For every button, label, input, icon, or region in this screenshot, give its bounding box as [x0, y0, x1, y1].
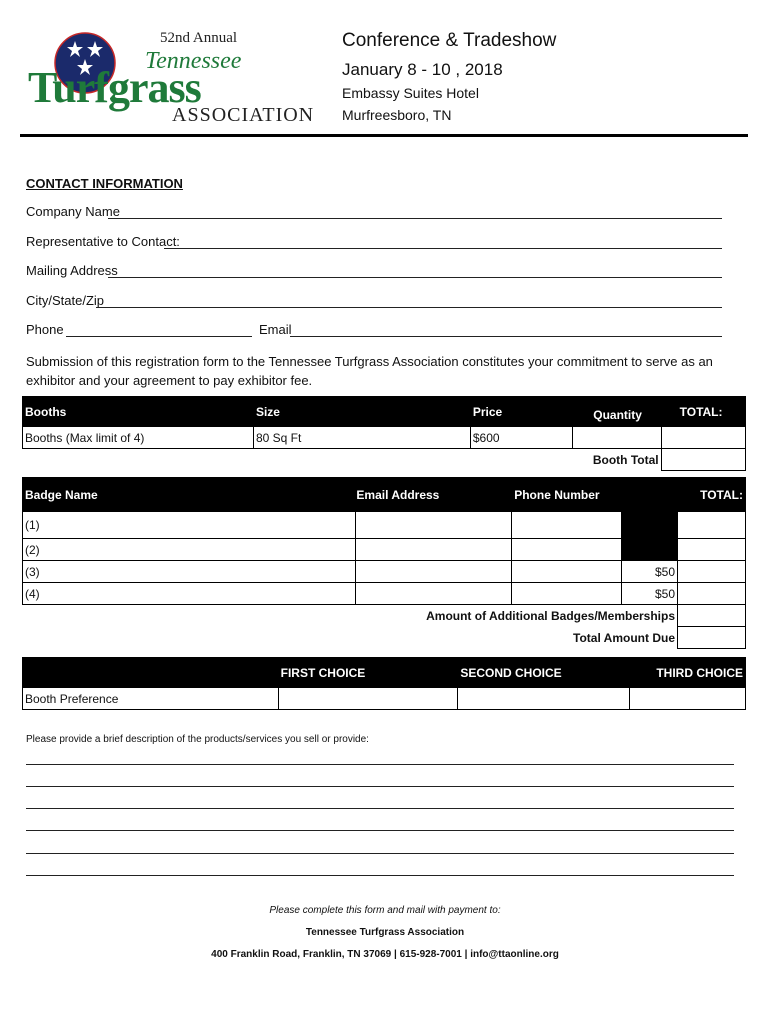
- logo-turfgrass: Turfgrass: [28, 63, 201, 112]
- price-header: Price: [470, 397, 572, 427]
- description-line[interactable]: [26, 875, 734, 876]
- badge-total-2[interactable]: [678, 539, 746, 561]
- booth-total-label: Booth Total: [23, 449, 662, 471]
- badge-email-1[interactable]: [356, 512, 512, 539]
- submission-text: Submission of this registration form to the Tennessee Turfgrass Association constitutes your commitment to serve as an exhibitor and your agreement to pay exhibitor fee.: [26, 354, 713, 388]
- representative-label: Representative to Contact:: [26, 234, 180, 249]
- preference-table: [22, 657, 746, 710]
- badge-total-1[interactable]: [678, 512, 746, 539]
- booth-total-input[interactable]: [661, 427, 745, 449]
- badge-total-3[interactable]: [678, 561, 746, 583]
- second-choice-header: SECOND CHOICE: [458, 658, 630, 688]
- booth-item: Booths (Max limit of 4): [23, 427, 254, 449]
- mailing-field[interactable]: [108, 277, 722, 278]
- logo-tennessee: Tennessee: [145, 48, 242, 74]
- badge-email-2[interactable]: [356, 539, 512, 561]
- description-line[interactable]: [26, 786, 734, 787]
- booth-size: 80 Sq Ft: [253, 427, 470, 449]
- phone-label: Phone: [26, 322, 64, 337]
- booth-quantity-input[interactable]: [573, 427, 661, 449]
- badge-phone-1[interactable]: [512, 512, 622, 539]
- email-field[interactable]: [290, 336, 722, 337]
- third-choice-header: THIRD CHOICE: [630, 658, 746, 688]
- event-dates: January 8 - 10 , 2018: [342, 60, 503, 79]
- footer-address: 400 Franklin Road, Franklin, TN 37069 | 615-928-7001 | info@ttaonline.org: [211, 949, 559, 960]
- description-line[interactable]: [26, 808, 734, 809]
- description-line[interactable]: [26, 853, 734, 854]
- badge-price-4: $50: [622, 583, 678, 605]
- badge-row-4[interactable]: (4): [23, 583, 356, 605]
- badge-row-2[interactable]: (2): [23, 539, 356, 561]
- booths-table: [22, 396, 746, 471]
- booths-header: Booths: [23, 397, 254, 427]
- second-choice-field[interactable]: [458, 688, 630, 710]
- third-choice-field[interactable]: [630, 688, 746, 710]
- header-divider: [20, 134, 748, 137]
- booth-preference-label: Booth Preference: [23, 688, 279, 710]
- logo-annual: 52nd Annual: [160, 30, 238, 46]
- description-line[interactable]: [26, 830, 734, 831]
- email-address-header: Email Address: [356, 478, 512, 512]
- badge-email-3[interactable]: [356, 561, 512, 583]
- badges-table: [22, 477, 746, 649]
- additional-badges-label: Amount of Additional Badges/Memberships: [23, 605, 678, 627]
- first-choice-field[interactable]: [278, 688, 458, 710]
- company-field[interactable]: [108, 218, 722, 219]
- phone-number-header: Phone Number: [512, 478, 622, 512]
- logo-association: ASSOCIATION: [172, 104, 315, 126]
- badge-price-3: $50: [622, 561, 678, 583]
- representative-field[interactable]: [164, 248, 722, 249]
- footer-organization: Tennessee Turfgrass Association: [305, 927, 465, 938]
- footer-instruction: Please complete this form and mail with payment to:: [269, 905, 501, 916]
- event-city: Murfreesboro, TN: [342, 107, 452, 123]
- badge-email-4[interactable]: [356, 583, 512, 605]
- first-choice-header: FIRST CHOICE: [278, 658, 458, 688]
- badge-phone-2[interactable]: [512, 539, 622, 561]
- badge-phone-4[interactable]: [512, 583, 622, 605]
- mailing-label: Mailing Address: [26, 263, 118, 278]
- total-due-field[interactable]: [678, 627, 746, 649]
- badge-phone-3[interactable]: [512, 561, 622, 583]
- size-header: Size: [253, 397, 470, 427]
- badge-total-4[interactable]: [678, 583, 746, 605]
- total-due-label: Total Amount Due: [23, 627, 678, 649]
- badge-row-1[interactable]: (1): [23, 512, 356, 539]
- city-field[interactable]: [96, 307, 722, 308]
- description-prompt: Please provide a brief description of the products/services you sell or provide:: [26, 734, 369, 745]
- email-label: Email: [259, 322, 292, 337]
- total-header: TOTAL:: [661, 397, 745, 427]
- badge-row-3[interactable]: (3): [23, 561, 356, 583]
- contact-heading: CONTACT INFORMATION: [26, 176, 183, 191]
- quantity-header: Quantity: [573, 397, 661, 427]
- event-venue: Embassy Suites Hotel: [342, 85, 479, 101]
- additional-badges-field[interactable]: [678, 605, 746, 627]
- company-label: Company Name: [26, 204, 120, 219]
- badge-name-header: Badge Name: [23, 478, 356, 512]
- city-label: City/State/Zip: [26, 293, 105, 308]
- booth-total-field[interactable]: [661, 449, 745, 471]
- booth-price: $600: [470, 427, 572, 449]
- event-title: Conference & Tradeshow: [342, 30, 557, 51]
- badge-total-header: TOTAL:: [678, 478, 746, 512]
- phone-field[interactable]: [66, 336, 252, 337]
- description-line[interactable]: [26, 764, 734, 765]
